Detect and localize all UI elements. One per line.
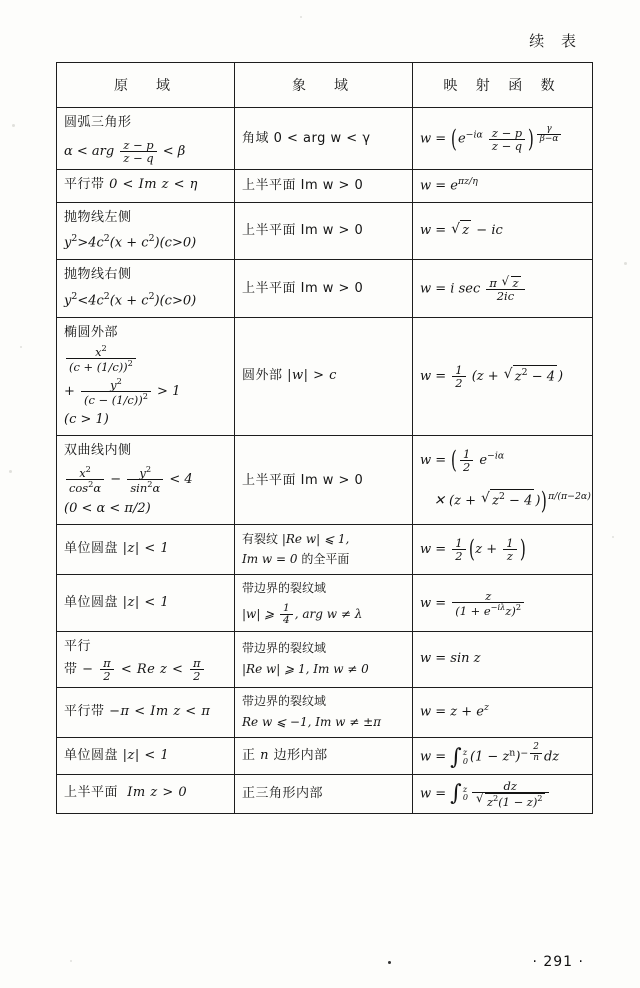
image-description: 正 n 边形内部 xyxy=(242,747,328,763)
image-description: 上半平面 Im w > 0 xyxy=(242,177,364,193)
mapping-formula: $w = z + e^z$ xyxy=(420,702,489,720)
image-description: 带边界的裂纹域 xyxy=(242,640,327,655)
source-title: 抛物线右侧 xyxy=(64,267,132,283)
source-formula: $\frac{x^2}{(c + (1/c))^2}$ xyxy=(64,344,227,373)
image-description: 带边界的裂纹域 xyxy=(242,580,327,595)
cell-source-domain xyxy=(57,108,235,170)
mapping-formula: w = √ z − ic xyxy=(420,220,585,242)
cell-image-domain xyxy=(235,525,413,574)
cell-image-domain xyxy=(235,260,413,318)
cell-source-domain xyxy=(57,574,235,632)
cell-image-domain xyxy=(235,169,413,202)
cell-mapping-function xyxy=(413,574,593,632)
cell-image-domain: 带边界的裂纹域 |w| ⩾ $\frac{1}{4}$ , arg w ≠ λ xyxy=(235,574,413,632)
source-title: 单位圆盘 |z| < 1 xyxy=(64,747,170,763)
mapping-formula: $w = (e^{-i\alpha}$ $\frac{z - p}{z - q}$ ) $^{\frac{\gamma}{\beta-\alpha}}$ xyxy=(420,125,585,152)
source-title: 平行带 0 < Im z < η xyxy=(64,177,198,193)
source-title: 单位圆盘 |z| < 1 xyxy=(64,541,170,557)
source-formula: $y^2<4c^2(x + c^2)(c>0)$ xyxy=(64,290,197,309)
image-description: 上半平面 Im w > 0 xyxy=(242,223,364,239)
source-title: 抛物线左侧 xyxy=(64,209,132,225)
cell-mapping-function xyxy=(413,632,593,688)
conformal-mapping-table xyxy=(56,62,593,814)
cell-mapping-function xyxy=(413,738,593,774)
cell-source-domain: 椭圆外部 $\frac{x^2}{(c + (1/c))^2}$ + $\frac{y^2}{(c - (1/c))^2}$ > 1 (c > 1) xyxy=(57,317,235,436)
header-mapping-function: 映 射 函 数 xyxy=(413,63,593,108)
cell-mapping-function xyxy=(413,774,593,813)
table-row xyxy=(57,202,593,260)
table-row xyxy=(57,687,593,738)
cell-mapping-function xyxy=(413,202,593,260)
header-source-domain: 原 域 xyxy=(57,63,235,108)
cell-mapping-function xyxy=(413,687,593,738)
source-title: 椭圆外部 xyxy=(64,324,119,340)
image-description: 上半平面 Im w > 0 xyxy=(242,280,364,296)
image-description: 有裂纹 |Re w| ⩽ 1, Im w = 0 的全平面 xyxy=(242,532,350,566)
source-title: 圆弧三角形 xyxy=(64,115,132,130)
cell-image-domain xyxy=(235,436,413,525)
source-title: 双曲线内侧 xyxy=(64,443,132,459)
table-row xyxy=(57,436,593,525)
cell-image-domain: 带边界的裂纹域 |Re w| ⩾ 1, Im w ≠ 0 xyxy=(235,632,413,688)
cell-mapping-function: w = ( $\frac{1}{2}$ $e^{-i\alpha}$ ✕ (z + √ $z^2 - 4$ ))$^{\pi/(\pi-2\alpha)}$ xyxy=(413,436,593,525)
source-title: 上半平面 Im z > 0 xyxy=(64,785,188,801)
ink-dot xyxy=(388,961,391,964)
table-row xyxy=(57,169,593,202)
source-title: 平行带 − $\frac{\pi}{2}$ < Re z < $\frac{\pi}{2}$ xyxy=(64,637,227,682)
source-title: 平行带 −π < Im z < π xyxy=(64,704,211,720)
cell-image-domain xyxy=(235,774,413,813)
cell-source-domain xyxy=(57,687,235,738)
cell-image-domain xyxy=(235,108,413,170)
mapping-formula: w = i sec $\frac{\pi √ z}{2ic}$ xyxy=(420,276,585,302)
source-formula: $y^2>4c^2(x + c^2)(c>0)$ xyxy=(64,233,197,251)
cell-source-domain: 双曲线内侧 $\frac{x^2}{\cos^2\alpha}$ − $\frac{y^2}{\sin^2\alpha}$ < 4 (0 < α < π/2) xyxy=(57,436,235,525)
table-row xyxy=(57,774,593,813)
mapping-formula: w = sin z xyxy=(420,651,481,667)
mapping-formula: w = $\frac{1}{2}$ (z + $\frac{1}{z}$ ) xyxy=(420,534,526,564)
mapping-formula: w = ∫ z 0 dz √ $z^2(1 - z)^2$ xyxy=(420,780,585,808)
cell-mapping-function xyxy=(413,317,593,436)
continued-label: 续 表 xyxy=(529,32,582,50)
cell-image-domain xyxy=(235,317,413,436)
cell-source-domain xyxy=(57,169,235,202)
cell-image-domain xyxy=(235,202,413,260)
page-number: · 291 · xyxy=(532,954,584,970)
mapping-formula: w = $\frac{1}{2}$ (z + √ $z^2 - 4$ ) xyxy=(420,364,585,389)
image-description: 带边界的裂纹域 xyxy=(242,693,327,708)
image-description: 上半平面 Im w > 0 xyxy=(242,472,364,488)
cell-source-domain xyxy=(57,525,235,574)
table-row xyxy=(57,260,593,318)
cell-mapping-function xyxy=(413,169,593,202)
image-description: 圆外部 |w| > c xyxy=(242,368,337,384)
cell-mapping-function xyxy=(413,525,593,574)
table-header-row xyxy=(57,63,593,108)
table-row xyxy=(57,738,593,774)
table-row xyxy=(57,317,593,436)
mapping-formula: $w = e^{\pi z/\eta}$ xyxy=(420,175,478,193)
table-row xyxy=(57,108,593,170)
source-formula: α < arg $\frac{z - p}{z - q}$ < β xyxy=(64,137,186,165)
image-description: 正三角形内部 xyxy=(242,785,324,801)
mapping-formula: w = ( $\frac{1}{2}$ $e^{-i\alpha}$ xyxy=(420,445,505,475)
cell-mapping-function xyxy=(413,260,593,318)
cell-source-domain xyxy=(57,738,235,774)
cell-source-domain xyxy=(57,202,235,260)
cell-source-domain xyxy=(57,632,235,688)
cell-source-domain xyxy=(57,774,235,813)
header-image-domain: 象 域 xyxy=(235,63,413,108)
cell-source-domain xyxy=(57,260,235,318)
source-title: 单位圆盘 |z| < 1 xyxy=(64,594,170,610)
table-row xyxy=(57,632,593,688)
table-row xyxy=(57,525,593,574)
mapping-formula: w = $\frac{z}{(1 + e^{-i\lambda}z)^2}$ xyxy=(420,590,585,617)
cell-image-domain: 带边界的裂纹域 Re w ⩽ −1, Im w ≠ ±π xyxy=(235,687,413,738)
cell-mapping-function xyxy=(413,108,593,170)
image-description: 角域 0 < arg w < γ xyxy=(242,130,371,146)
table-row xyxy=(57,574,593,632)
source-formula: $\frac{x^2}{\cos^2\alpha}$ − $\frac{y^2}{\sin^2\alpha}$ < 4 xyxy=(64,465,227,494)
cell-image-domain xyxy=(235,738,413,774)
mapping-formula: w = ∫ z 0 $(1 - z^n)^{- \frac{2}{n}}$ dz xyxy=(420,742,560,771)
